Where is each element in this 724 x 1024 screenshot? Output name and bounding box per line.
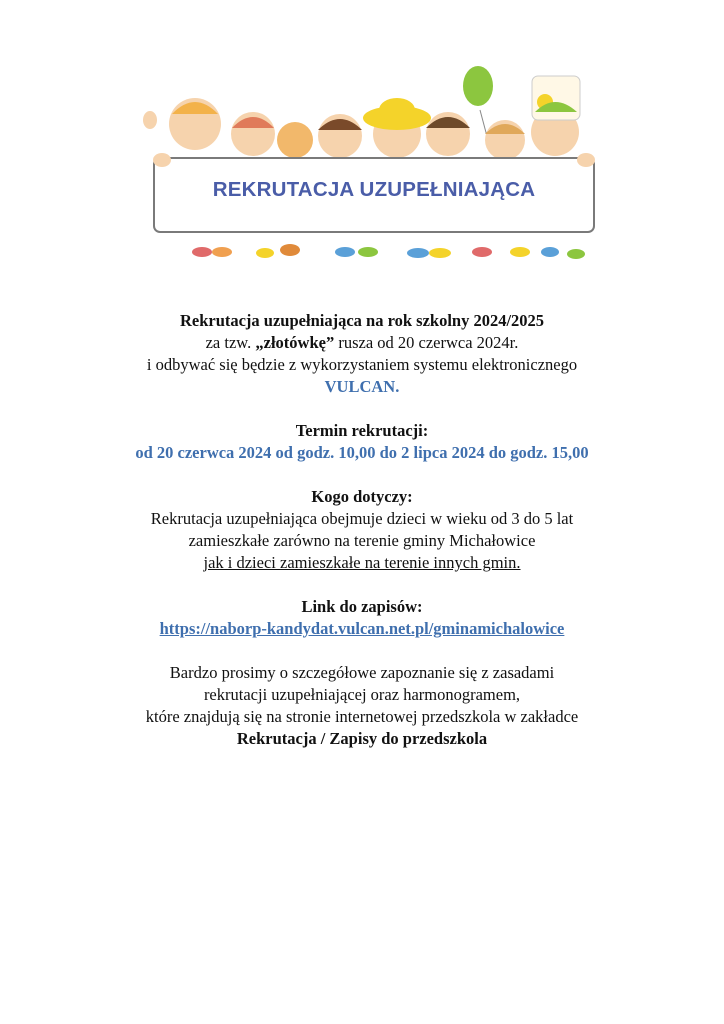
intro-line-3: i odbywać się będzie z wykorzystaniem systemu elektronicznego: [146, 355, 578, 374]
banner-title: REKRUTACJA UZUPEŁNIAJĄCA: [212, 178, 536, 201]
who-heading: Kogo dotyczy:: [311, 487, 413, 506]
who-line-1: Rekrutacja uzupełniająca obejmuje dzieci w wieku od 3 do 5 lat: [150, 509, 574, 528]
signup-heading: Link do zapisów:: [301, 597, 423, 616]
intro-line-2-suffix: rusza od 20 czerwca 2024r.: [334, 333, 519, 352]
who-line-2: zamieszkałe zarówno na terenie gminy Michałowice: [188, 531, 536, 550]
who-line-3: jak i dzieci zamieszkałe na terenie innych gmin.: [203, 553, 521, 572]
intro-line-2: [60, 332, 664, 354]
children-illustration: [140, 62, 610, 267]
intro-line-1: Rekrutacja uzupełniająca na rok szkolny 2024/2025: [179, 311, 545, 330]
term-heading: Termin rekrutacji:: [295, 421, 429, 440]
closing-line-4: Rekrutacja / Zapisy do przedszkola: [236, 729, 488, 748]
closing-line-2: rekrutacji uzupełniającej oraz harmonogramem,: [203, 685, 521, 704]
system-name: VULCAN.: [324, 377, 400, 396]
recruitment-banner: [140, 62, 610, 267]
term-value: od 20 czerwca 2024 od godz. 10,00 do 2 lipca 2024 do godz. 15,00: [135, 443, 589, 462]
intro-line-2-prefix: za tzw.: [205, 333, 256, 352]
kids-shoes: [192, 244, 585, 259]
zlotowka-term: „złotówkę”: [255, 333, 335, 352]
announcement-body: [60, 310, 664, 750]
signup-link[interactable]: https://naborp-kandydat.vulcan.net.pl/gminamichalowice: [159, 619, 565, 638]
closing-line-1: Bardzo prosimy o szczegółowe zapoznanie się z zasadami: [169, 663, 555, 682]
signup-link-row: [60, 618, 664, 640]
closing-line-3: które znajdują się na stronie internetowej przedszkola w zakładce: [145, 707, 579, 726]
kid-faces: [169, 76, 580, 160]
